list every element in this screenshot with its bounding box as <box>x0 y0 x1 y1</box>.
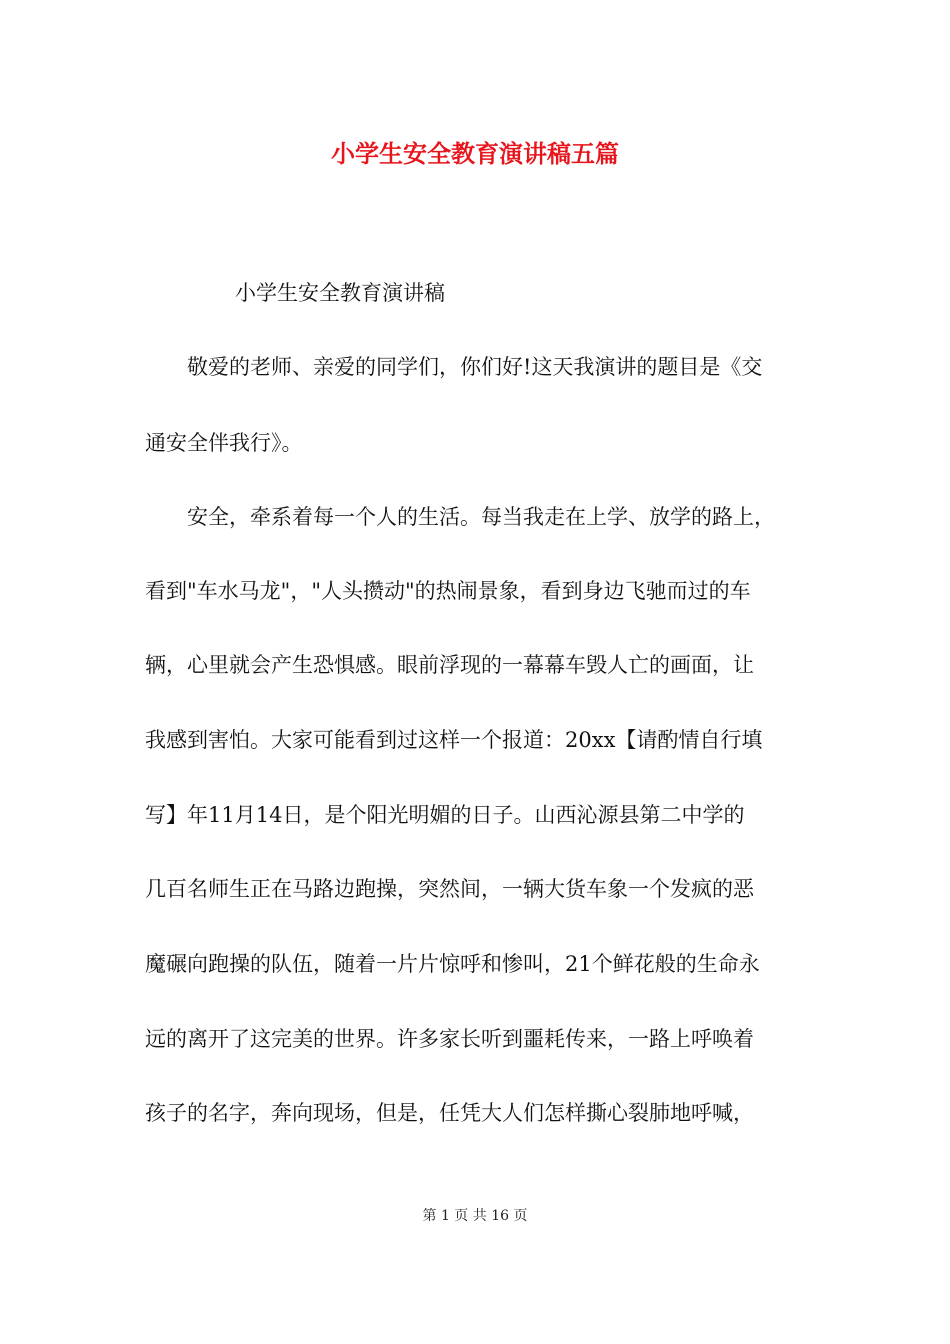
paragraph-line: 辆，心里就会产生恐惧感。眼前浮现的一幕幕车毁人亡的画面，让 <box>145 653 754 677</box>
paragraph-line: 远的离开了这完美的世界。许多家长听到噩耗传来，一路上呼唤着 <box>145 1027 754 1051</box>
paragraph-line: 写】年11月14日，是个阳光明媚的日子。山西沁源县第二中学的 <box>145 803 745 827</box>
paragraph-line: 看到"车水马龙"，"人头攒动"的热闹景象，看到身边飞驰而过的车 <box>145 579 751 603</box>
paragraph-line: 几百名师生正在马路边跑操，突然间，一辆大货车象一个发疯的恶 <box>145 877 754 901</box>
paragraph-line: 敬爱的老师、亲爱的同学们，你们好!这天我演讲的题目是《交 <box>187 355 763 379</box>
page-number-footer: 第 1 页 共 16 页 <box>422 1208 528 1224</box>
paragraph-line: 通安全伴我行》。 <box>145 431 303 455</box>
paragraph-line: 安全，牵系着每一个人的生活。每当我走在上学、放学的路上， <box>187 505 775 529</box>
paragraph-line: 孩子的名字，奔向现场，但是，任凭大人们怎样撕心裂肺地呼喊， <box>145 1101 754 1125</box>
section-heading: 小学生安全教育演讲稿 <box>235 281 445 305</box>
document-title: 小学生安全教育演讲稿五篇 <box>331 139 619 168</box>
paragraph-line: 魔碾向跑操的队伍，随着一片片惊呼和惨叫，21个鲜花般的生命永 <box>145 952 760 976</box>
paragraph-line: 我感到害怕。大家可能看到过这样一个报道：20xx【请酌情自行填 <box>145 728 763 752</box>
